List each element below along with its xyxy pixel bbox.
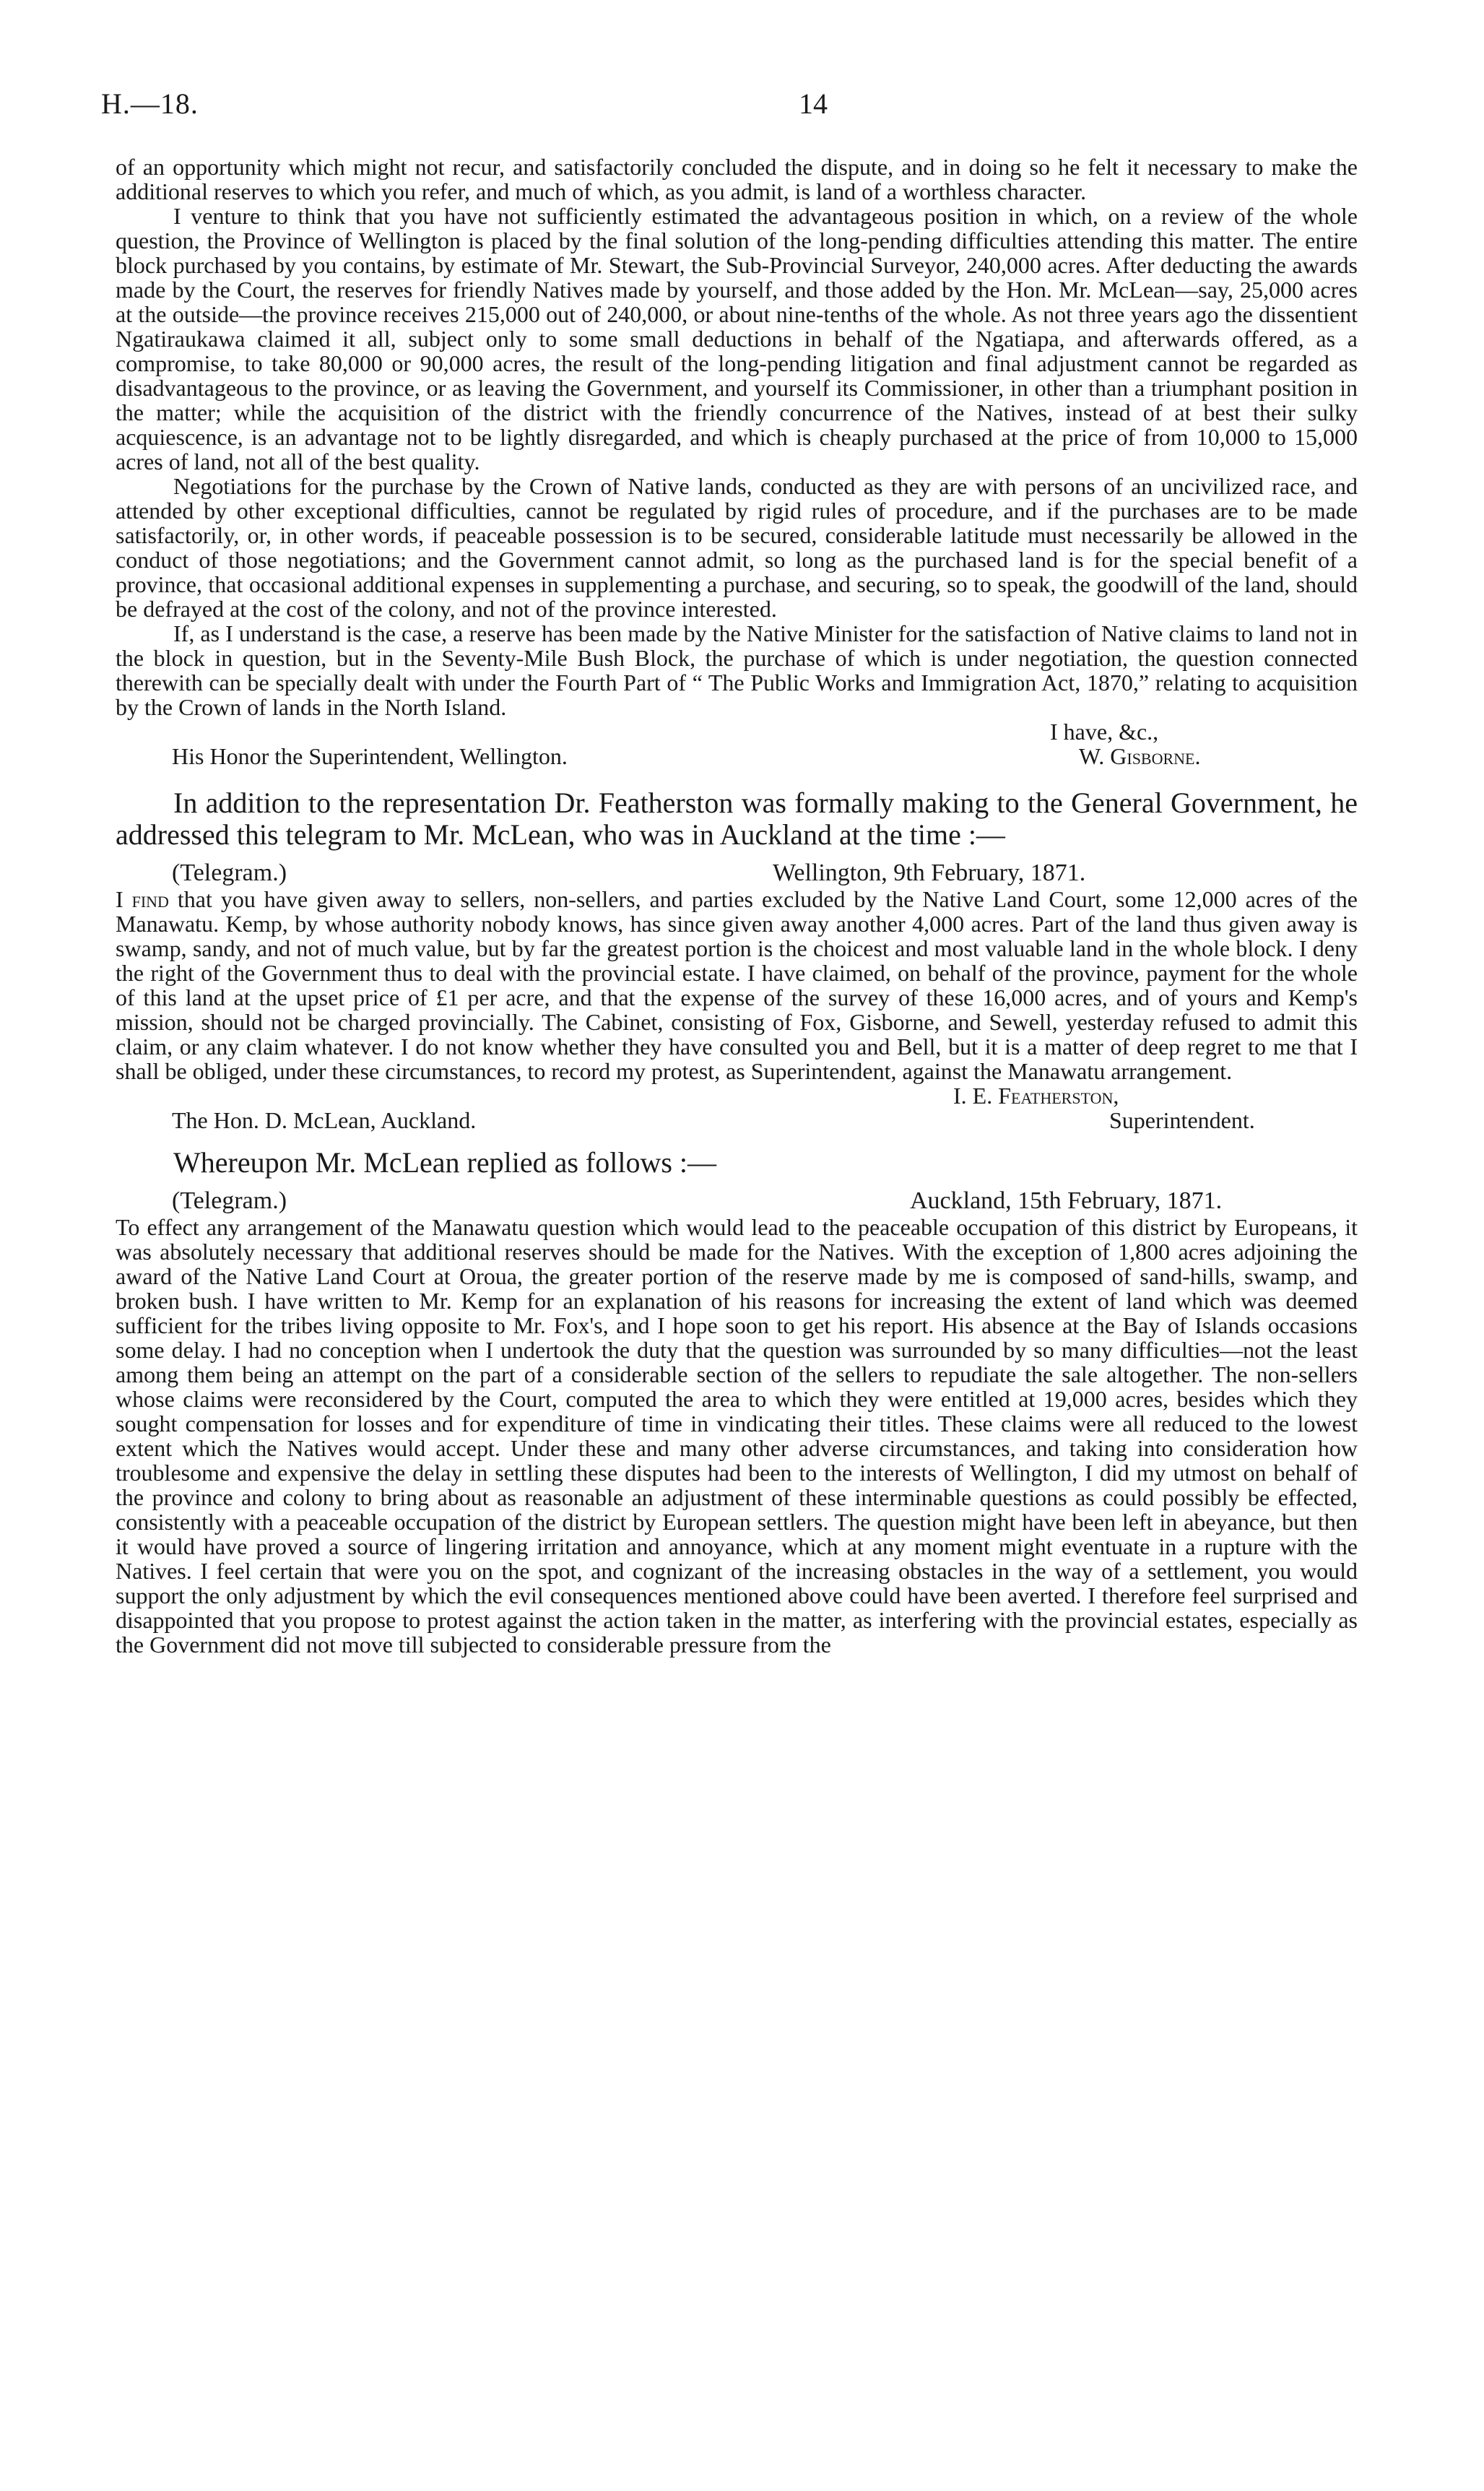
narrative-intro: Whereupon Mr. McLean replied as follows :—	[173, 1146, 717, 1179]
telegram-heading	[116, 1187, 1358, 1215]
paragraph: Negotiations for the purchase by the Crown of Native lands, conducted as they are with persons of an uncivilized race, and attended by other exceptional difficulties, cannot be regulated by rigid rules of procedure, and if the purchases are to be made satisfactorily, or, in other words, if peaceable possession is to be secured, considerable latitude must necessarily be allowed in the conduct of those negotiations; and the Government cannot admit, so long as the purchased land is for the special benefit of a province, that occasional additional expenses in supplementing a purchase, and securing, so to speak, the goodwill of the land, should be defrayed at the cost of the colony, and not of the province interested.	[116, 473, 1358, 622]
telegram-signatory-title: Superintendent.	[1109, 1107, 1255, 1133]
document-reference: H.—18.	[101, 87, 199, 120]
narrative-intro: In addition to the representation Dr. Featherston was formally making to the General Government, he addressed this telegram to Mr. McLean, who was in Auckland at the time :—	[116, 787, 1358, 851]
letter-signature-line	[116, 744, 1358, 768]
telegram-first-word: I find	[116, 886, 169, 912]
telegram-heading	[116, 859, 1358, 887]
paragraph-continuation: of an opportunity which might not recur, and satisfactorily concluded the dispute, and in doing so he felt it necessary to make the additional reserves to which you refer, and much of which, as you admit, is land of a worthless character.	[116, 154, 1358, 204]
closing-phrase: I have, &c.,	[1050, 719, 1159, 745]
letter-closing-line	[116, 719, 1358, 744]
paragraph: If, as I understand is the case, a reserve has been made by the Native Minister for the satisfaction of Native claims to land not in the block in question, but in the Seventy-Mile Bush Block, the purchase of which is under negotiation, the question connected therewith can be specially dealt with under the Fourth Part of “ The Public Works and Immigration Act, 1870,” relating to acquisition by the Crown of lands in the North Island.	[116, 620, 1358, 720]
page-header	[101, 87, 1379, 130]
telegram-dateline: Wellington, 9th February, 1871.	[773, 859, 1086, 886]
letter-signature: W. Gisborne.	[1079, 743, 1201, 769]
telegram-signature-line	[116, 1083, 1358, 1108]
telegram-dateline: Auckland, 15th February, 1871.	[910, 1187, 1223, 1214]
telegram-label: (Telegram.)	[172, 859, 287, 886]
telegram-addressee-line	[116, 1108, 1358, 1132]
paragraph: I venture to think that you have not sufficiently estimated the advantageous position in which, on a review of the whole question, the Province of Wellington is placed by the final solution of the long-pending difficulties attending this matter. The entire block purchased by you contains, by estimate of Mr. Stewart, the Sub-Provincial Surveyor, 240,000 acres. After deducting the awards made by the Court, the reserves for friendly Natives made by yourself, and those added by the Hon. Mr. McLean—say, 25,000 acres at the outside—the province receives 215,000 out of 240,000, or about nine-tenths of the whole. As not three years ago the dissentient Ngatiraukawa claimed it all, subject only to some small deductions in behalf of the Ngatiapa, and afterwards offered, as a compromise, to take 80,000 or 90,000 acres, the result of the long-pending litigation and final adjustment cannot be regarded as disadvantageous to the province, or as leaving the Government, and yourself its Commissioner, in other than a triumphant position in the matter; while the acquisition of the district with the friendly concurrence of the Natives, instead of at best their sulky acquiescence, is an advantage not to be lightly disregarded, and which is cheaply purchased at the price of from 10,000 to 15,000 acres of land, not all of the best quality.	[116, 203, 1358, 475]
telegram-addressee: The Hon. D. McLean, Auckland.	[172, 1107, 477, 1133]
page-number: 14	[799, 87, 828, 120]
telegram-body	[116, 887, 1358, 1083]
page-body	[116, 155, 1358, 1657]
telegram-text: that you have given away to sellers, non-sellers, and parties excluded by the Native Land Court, some 12,000 acres of the Manawatu. Kemp, by whose authority nobody knows, has since given away another 4,000 acres. Part of the land thus given away is swamp, sandy, and not of much value, but by far the greatest portion is the choicest and most valuable land in the whole block. I deny the right of the Government thus to deal with the provincial estate. I have claimed, on behalf of the province, payment for the whole of this land at the upset price of £1 per acre, and that the expense of the survey of these 16,000 acres, and of yours and Kemp's mission, should not be charged provincially. The Cabinet, consisting of Fox, Gisborne, and Sewell, yesterday refused to admit this claim, or any claim whatever. I do not know whether they have consulted you and Bell, but it is a matter of deep regret to me that I shall be obliged, under these circumstances, to record my protest, as Superintendent, against the Manawatu arrangement.	[116, 886, 1358, 1084]
telegram-signature: I. E. Featherston,	[953, 1083, 1119, 1109]
telegram-label: (Telegram.)	[172, 1187, 287, 1214]
letter-addressee: His Honor the Superintendent, Wellington.	[172, 743, 568, 769]
telegram-body: To effect any arrangement of the Manawatu question which would lead to the peaceable occupation of this district by Europeans, it was absolutely necessary that additional reserves should be made for the Natives. With the exception of 1,800 acres adjoining the award of the Native Land Court at Oroua, the greater portion of the reserve made by me is composed of sand-hills, swamp, and broken bush. I have written to Mr. Kemp for an explanation of his reasons for increasing the extent of land which was deemed sufficient for the tribes living opposite to Mr. Fox's, and I hope soon to get his report. His absence at the Bay of Islands occasions some delay. I had no conception when I undertook the duty that the question was surrounded by so many difficulties—not the least among them being an attempt on the part of a considerable section of the sellers to repudiate the sale altogether. The non-sellers whose claims were reconsidered by the Court, computed the area to which they were entitled at 19,000 acres, besides which they sought compensation for losses and for expenditure of time in vindicating their titles. These claims were all reduced to the lowest extent which the Natives would accept. Under these and many other adverse circumstances, and taking into consideration how troublesome and expensive the delay in settling these disputes had been to the interests of Wellington, I did my utmost on behalf of the province and colony to bring about as reasonable an adjustment of these interminable questions as could possibly be effected, consistently with a peaceable occupation of the district by European settlers. The question might have been left in abeyance, but then it would have proved a source of lingering irritation and annoyance, which at any moment might eventuate in a rupture with the Natives. I feel certain that were you on the spot, and cognizant of the increasing obstacles in the way of a settlement, you would support the only adjustment by which the evil consequences mentioned above could have been averted. I therefore feel surprised and disappointed that you propose to protest against the action taken in the matter, as interfering with the provincial estates, especially as the Government did not move till subjected to considerable pressure from the	[116, 1214, 1358, 1658]
